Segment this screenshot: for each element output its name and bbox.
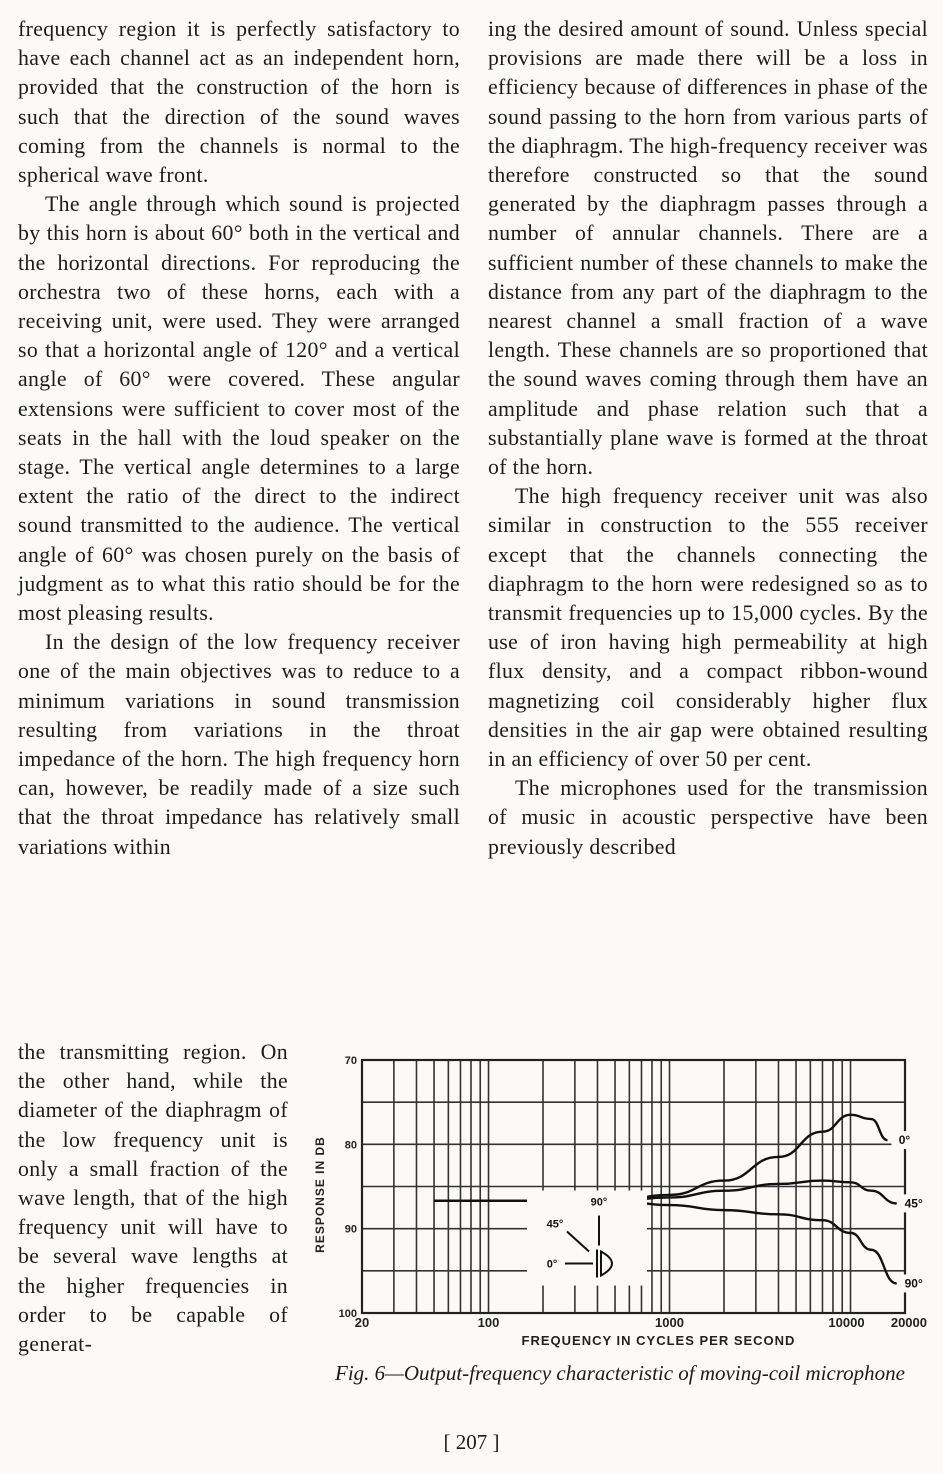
chart-svg (305, 1048, 935, 1348)
right-para-3: The microphones used for the transmission of music in acoustic perspective have been previously described (488, 776, 928, 859)
response-chart (305, 1048, 935, 1348)
y-tick-label: 90 (344, 1223, 357, 1236)
left-para-3-wrap: the transmitting region. On the other hand, while the diameter of the diaphragm of the low frequency unit is only a small fraction of the wave length, that of the high frequency unit will have to be several wave lengths at the higher frequencies in order to be capable of generat- (18, 1040, 288, 1357)
inset-label-0: 0° (546, 1258, 558, 1271)
right-para-2: The high frequency receiver unit was also similar in construction to the 555 receiver except that the channels connecting the diaphragm to the horn were redesigned so as to transmit frequencies up to 15,000 cycles. By the use of iron having high permeability at high flux density, and a compact ribbon-wound magnetizing coil considerably higher flux densities in the air gap were obtained resulting in an efficiency of over 50 per cent. (488, 484, 928, 772)
y-tick-label: 100 (338, 1308, 357, 1320)
series-label: 0° (898, 1133, 911, 1148)
left-para-1: frequency region it is perfectly satisfactory to have each channel act as an independent horn, provided that the construction of the horn is such that the direction of the sound waves coming from the channels is normal to the spherical wave front. (18, 17, 460, 188)
left-column-text (18, 15, 460, 862)
x-tick-label: 10000 (828, 1315, 865, 1330)
inset-label-45: 45° (546, 1218, 564, 1231)
inset-label-90: 90° (590, 1196, 608, 1209)
x-tick-label: 20000 (890, 1315, 927, 1330)
right-para-1: ing the desired amount of sound. Unless special provisions are made there will be a loss in efficiency because of differences in phase of the sound passing to the horn from various parts of the diaphragm. The high-frequency receiver was therefore constructed so that the sound generated by the diaphragm passes through a number of annular channels. There are a sufficient number of these channels to make the distance from any part of the diaphragm to the nearest channel a small fraction of a wave length. These channels are so proportioned that the sound waves coming through them have an amplitude and phase relation such that a substantially plane wave is formed at the throat of the horn. (488, 17, 928, 480)
inset-bg (527, 1191, 647, 1286)
x-tick-label: 1000 (655, 1315, 684, 1330)
left-para-2: The angle through which sound is projected by this horn is about 60° both in the vertical and the horizontal directions. For reproducing the orchestra two of these horns, each with a receiving unit, were used. They were arranged so that a horizontal angle of 120° and a vertical angle of 60° were covered. These angular extensions were sufficient to cover most of the seats in the hall with the loud speaker on the stage. The vertical angle determines to a large extent the ratio of the direct to the indirect sound transmitted to the audience. The vertical angle of 60° was chosen purely on the basis of judgment as to what this ratio should be for the most pleasing results. (18, 192, 460, 626)
series-label: 45° (904, 1196, 923, 1211)
left-para-3: In the design of the low frequency receiver one of the main objectives was to reduce to a minimum variations in sound transmission resulting from variations in the throat impedance of the horn. The high frequency horn can, however, be readily made of a size such that the throat impedance has relatively small variations within (18, 630, 460, 859)
x-tick-label: 20 (354, 1315, 370, 1330)
y-tick-label: 80 (344, 1139, 357, 1152)
y-axis-label: RESPONSE IN DB (313, 1136, 327, 1253)
x-tick-label: 100 (477, 1315, 500, 1330)
figure-caption: Fig. 6—Output-frequency characteristic of moving-coil microphone (335, 1361, 905, 1385)
right-column-text (488, 15, 928, 862)
page-number: [ 207 ] (443, 1430, 500, 1454)
y-tick-label: 70 (344, 1055, 357, 1067)
x-axis-label: FREQUENCY IN CYCLES PER SECOND (521, 1333, 796, 1348)
series-label: 90° (904, 1276, 923, 1291)
